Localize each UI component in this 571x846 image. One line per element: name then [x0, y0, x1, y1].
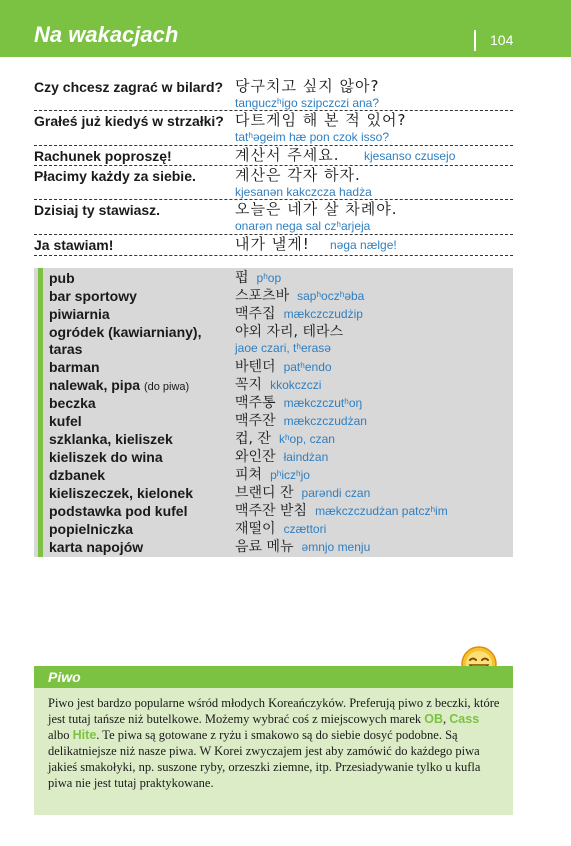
vocab-korean: 맥주잔 받침 — [235, 503, 308, 519]
header-divider — [474, 30, 476, 51]
phrase-korean: 당구치고 싶지 않아? — [235, 77, 380, 95]
vocab-romanization: parəndi czan — [301, 486, 371, 500]
chapter-title: Na wakacjach — [34, 22, 179, 47]
vocab-polish: kieliszek do wina — [49, 449, 163, 465]
vocab-polish: popielniczka — [49, 521, 134, 537]
info-box-header — [34, 666, 513, 688]
vocab-korean: 스포츠바 — [235, 288, 290, 304]
vocab-korean: 꼭지 — [235, 377, 263, 393]
phrase-row — [34, 235, 513, 256]
vocab-korean: 브랜디 잔 — [235, 485, 294, 501]
vocab-romanization: əmnjo menju — [301, 540, 371, 554]
phrase-row — [34, 111, 513, 146]
phrase-korean: 오늘은 네가 살 차례야. — [235, 200, 398, 218]
vocab-korean: 맥주통 — [235, 395, 276, 411]
phrase-romanization: onarən nega sal czʰarjeja — [235, 219, 371, 233]
phrase-romanization: kjesanən kakczcza hadża — [235, 185, 372, 199]
brand-cass: Cass — [449, 712, 480, 726]
vocab-polish: dzbanek — [49, 467, 106, 483]
info-box-title: Piwo — [48, 669, 81, 685]
vocab-korean: 컵, 잔 — [235, 431, 271, 447]
vocab-korean: 펍 — [235, 270, 249, 286]
vocab-note: (do piwa) — [143, 381, 190, 393]
vocab-romanization: patʰendo — [283, 360, 332, 374]
phrase-polish: Czy chcesz zagrać w bilard? — [34, 79, 224, 95]
vocab-polish: kieliszeczek, kielonek — [49, 485, 193, 501]
vocab-korean: 바텐더 — [235, 359, 276, 375]
vocab-polish: beczka — [49, 395, 96, 411]
phrase-romanization: nəga nælge! — [330, 238, 397, 252]
vocab-romanization: kkokczczi — [270, 378, 322, 392]
phrase-list — [34, 77, 513, 256]
phrase-polish: Grałeś już kiedyś w strzałki? — [34, 113, 224, 129]
brand-ob: OB — [424, 712, 444, 726]
vocab-romanization: mækczczudżip — [283, 307, 363, 321]
phrase-row — [34, 77, 513, 111]
phrase-row — [34, 200, 513, 235]
vocab-polish: szklanka, kieliszek — [49, 431, 173, 447]
phrase-korean: 다트게임 해 본 적 있어? — [235, 111, 407, 129]
page-number: 104 — [490, 32, 514, 48]
vocab-polish-cont: taras — [49, 341, 83, 357]
info-box-text — [48, 695, 500, 791]
phrase-korean: 계산은 각자 하자. — [235, 166, 361, 184]
vocab-polish: pub — [49, 270, 75, 286]
info-text: . Te piwa są gotowane z ryżu i smakowo są do siebie dosyć podobne. Są delikatniejsze niż nasze piwa. W Korei zwyczajem jest aby zamówić do każdego piwa jakieś smakołyki, np. suszone ryby, orzeszki ziemne, itp. Przesiadywanie tylko u kufla piwa nie jest tutaj praktykowane. — [48, 728, 481, 790]
phrase-polish: Płacimy każdy za siebie. — [34, 168, 196, 184]
phrase-korean: 계산서 주세요. — [235, 146, 340, 164]
vocab-korean: 재떨이 — [235, 521, 276, 537]
phrase-row — [34, 146, 513, 166]
vocab-polish: barman — [49, 359, 100, 375]
phrase-polish: Rachunek poproszę! — [34, 148, 172, 164]
page-header — [0, 0, 571, 57]
phrase-korean: 내가 낼게! — [235, 235, 310, 253]
vocab-romanization: kʰop, czan — [278, 432, 335, 446]
vocabulary-box — [34, 268, 513, 557]
vocab-korean: 맥주집 — [235, 306, 276, 322]
phrase-romanization: tatʰəgeim hæ pon czok isso? — [235, 130, 390, 144]
phrase-polish: Ja stawiam! — [34, 237, 114, 253]
vocab-romanization: sapʰoczʰəba — [297, 289, 365, 303]
phrase-romanization: tanguczʰigo szipczczi ana? — [235, 96, 380, 110]
phrase-romanization: kjesanso czusejo — [364, 149, 456, 163]
info-text: Piwo jest bardzo popularne wśród młodych Koreańczyków. Preferują piwo z beczki, które jest tutaj tańsze niż butelkowe. Możemy wybrać coś z miejscowych marek — [48, 696, 500, 726]
vocab-romanization: pʰiczʰjo — [270, 468, 310, 482]
info-text: , — [443, 712, 450, 726]
vocab-korean: 피쳐 — [235, 467, 263, 483]
vocab-romanization: pʰop — [256, 271, 282, 285]
vocab-korean: 음료 메뉴 — [235, 539, 294, 555]
vocab-romanization: mækczczutʰoŋ — [283, 396, 363, 410]
vocab-polish: karta napojów — [49, 539, 144, 555]
vocab-polish: kufel — [49, 413, 82, 429]
brand-hite: Hite — [72, 728, 97, 742]
accent-bar — [38, 268, 43, 557]
vocab-romanization: czættori — [283, 522, 327, 536]
vocab-polish: nalewak, pipa — [49, 377, 141, 393]
info-box — [34, 666, 513, 815]
phrase-row — [34, 166, 513, 200]
vocab-romanization: łaindżan — [283, 450, 329, 464]
vocab-korean: 맥주잔 — [235, 413, 276, 429]
vocab-korean: 와인잔 — [235, 449, 276, 465]
vocab-romanization: mækczczudżan — [283, 414, 367, 428]
vocab-polish: piwiarnia — [49, 306, 110, 322]
vocab-polish: podstawka pod kufel — [49, 503, 188, 519]
vocab-korean: 야외 자리, 테라스 — [235, 324, 344, 340]
vocab-romanization: jaoe czari, tʰerasə — [235, 341, 331, 355]
vocab-romanization: mækczczudżan patczʰim — [315, 504, 448, 518]
vocab-polish: ogródek (kawiarniany), — [49, 324, 202, 340]
info-text: albo — [48, 728, 73, 742]
vocab-polish: bar sportowy — [49, 288, 137, 304]
phrase-polish: Dzisiaj ty stawiasz. — [34, 202, 161, 218]
